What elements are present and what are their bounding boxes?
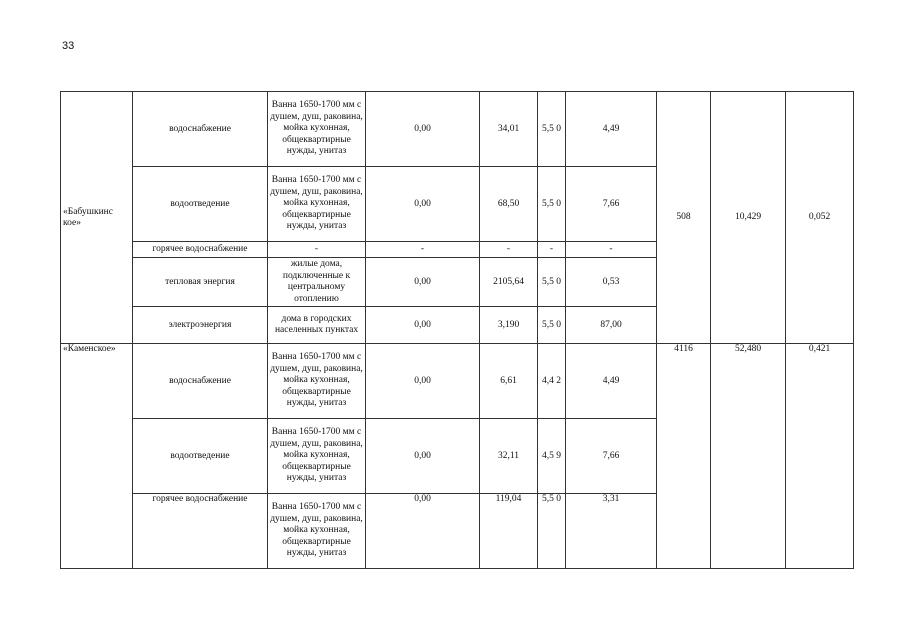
tariff-table xyxy=(60,91,854,569)
value-cell: 4,4 2 xyxy=(538,344,566,419)
value-cell: 4,49 xyxy=(566,92,657,167)
consumer-description: жилые дома, подключенные к центральному отоплению xyxy=(268,258,366,307)
total-cell: 10,429 xyxy=(711,92,786,344)
table-row xyxy=(61,92,854,167)
consumer-description: Ванна 1650-1700 мм с душем, душ, раковина, мойка кухонная, общеквартирные нужды, унитаз xyxy=(268,92,366,167)
value-cell: 0,53 xyxy=(566,258,657,307)
service-name: тепловая энергия xyxy=(133,258,268,307)
table-row xyxy=(61,344,854,419)
consumer-description: Ванна 1650-1700 мм с душем, душ, раковина, мойка кухонная, общеквартирные нужды, унитаз xyxy=(268,167,366,242)
value-cell: 5,5 0 xyxy=(538,307,566,344)
value-cell: - xyxy=(480,242,538,258)
value-cell: - xyxy=(566,242,657,258)
value-cell: 2105,64 xyxy=(480,258,538,307)
total-cell: 52,480 xyxy=(711,344,786,569)
value-cell: 87,00 xyxy=(566,307,657,344)
value-cell: 4,5 9 xyxy=(538,419,566,494)
consumer-description: дома в городских населенных пунктах xyxy=(268,307,366,344)
consumer-description: Ванна 1650-1700 мм с душем, душ, раковина, мойка кухонная, общеквартирные нужды, унитаз xyxy=(268,494,366,569)
value-cell: 0,00 xyxy=(366,92,480,167)
service-name: водоснабжение xyxy=(133,344,268,419)
consumer-description: - xyxy=(268,242,366,258)
service-name: горячее водоснабжение xyxy=(133,242,268,258)
value-cell: - xyxy=(366,242,480,258)
value-cell: 5,5 0 xyxy=(538,92,566,167)
value-cell: 0,00 xyxy=(366,419,480,494)
population-cell: 4116 xyxy=(657,344,711,569)
value-cell: 6,61 xyxy=(480,344,538,419)
value-cell: 68,50 xyxy=(480,167,538,242)
service-name: водоотведение xyxy=(133,419,268,494)
value-cell: 5,5 0 xyxy=(538,494,566,569)
value-cell: 3,31 xyxy=(566,494,657,569)
value-cell: 5,5 0 xyxy=(538,258,566,307)
value-cell: 3,190 xyxy=(480,307,538,344)
value-cell: 7,66 xyxy=(566,167,657,242)
service-name: горячее водоснабжение xyxy=(133,494,268,569)
service-name: водоотведение xyxy=(133,167,268,242)
value-cell: 4,49 xyxy=(566,344,657,419)
service-name: электроэнергия xyxy=(133,307,268,344)
value-cell: 0,00 xyxy=(366,258,480,307)
value-cell: 34,01 xyxy=(480,92,538,167)
settlement-name: «Каменское» xyxy=(61,344,133,569)
value-cell: 0,00 xyxy=(366,344,480,419)
share-cell: 0,421 xyxy=(786,344,854,569)
value-cell: 0,00 xyxy=(366,494,480,569)
value-cell: 0,00 xyxy=(366,307,480,344)
value-cell: 119,04 xyxy=(480,494,538,569)
value-cell: 7,66 xyxy=(566,419,657,494)
share-cell: 0,052 xyxy=(786,92,854,344)
value-cell: - xyxy=(538,242,566,258)
value-cell: 32,11 xyxy=(480,419,538,494)
service-name: водоснабжение xyxy=(133,92,268,167)
settlement-name: «Бабушкинс кое» xyxy=(61,92,133,344)
population-cell: 508 xyxy=(657,92,711,344)
value-cell: 5,5 0 xyxy=(538,167,566,242)
value-cell: 0,00 xyxy=(366,167,480,242)
consumer-description: Ванна 1650-1700 мм с душем, душ, раковина, мойка кухонная, общеквартирные нужды, унитаз xyxy=(268,344,366,419)
consumer-description: Ванна 1650-1700 мм с душем, душ, раковина, мойка кухонная, общеквартирные нужды, унитаз xyxy=(268,419,366,494)
page-number: 33 xyxy=(62,40,75,52)
